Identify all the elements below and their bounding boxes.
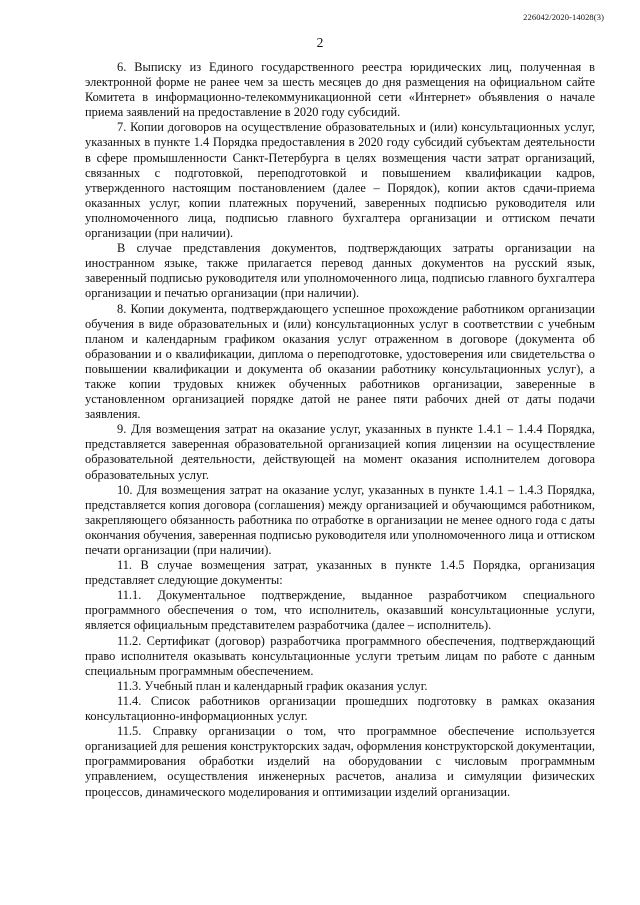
paragraph-11-2: 11.2. Сертификат (договор) разработчика программного обеспечения, подтверждающий право исполнителя оказывать консультационные услуги третьим лицам по работе с данным специальным программным обеспечением. <box>85 633 595 678</box>
paragraph-9: 9. Для возмещения затрат на оказание услуг, указанных в пункте 1.4.1 – 1.4.4 Порядка, представляется заверенная образовательной организацией копия лицензии на осуществление образовательной деятельности, действующей на момент оказания исполнителем договора образовательных услуг. <box>85 422 595 482</box>
paragraph-7-foreign-docs: В случае представления документов, подтверждающих затраты организации на иностранном языке, также прилагается перевод данных документов на русский язык, заверенный подписью руководителя или уполномоченного лица, подписью главного бухгалтера организации и печатью организации (при наличии). <box>85 241 595 301</box>
page-number: 2 <box>316 35 324 50</box>
paragraph-10: 10. Для возмещения затрат на оказание услуг, указанных в пункте 1.4.1 – 1.4.3 Порядка, представляется копия договора (соглашения) между организацией и обучающимся работником, закрепляющего обязанность работника по отработке в организации не менее одного года с даты окончания обучения, заверенная подписью руководителя или уполномоченного лица и оттиском печати организации (при наличии). <box>85 482 595 557</box>
paragraph-11: 11. В случае возмещения затрат, указанных в пункте 1.4.5 Порядка, организация представляет следующие документы: <box>85 558 595 588</box>
paragraph-8: 8. Копии документа, подтверждающего успешное прохождение работником организации обучения в виде образовательных и (или) консультационных услуг в соответствии с учебным планом и календарным графиком оказания услуг отраженном в договоре (документа об образовании и о квалификации, диплома о переподготовке, удостоверения или свидетельства о повышении квалификации и документа об оказании работнику консультационных услуг), а также копии трудовых книжек обученных работников организации, заверенные в установленном организацией порядке датой не ранее пяти рабочих дней от даты подачи заявления. <box>85 301 595 422</box>
paragraph-11-5: 11.5. Справку организации о том, что программное обеспечение используется организацией для решения конструкторских задач, оформления конструкторской документации, программирования обработки изделий на оборудовании с числовым программным управлением, осуществления инженерных расчетов, анализа и симуляции физических процессов, динамического моделирования и оптимизации изделий организации. <box>85 724 596 799</box>
document-id: 226042/2020-14028(3) <box>523 12 604 22</box>
paragraph-7: 7. Копии договоров на осуществление образовательных и (или) консультационных услуг, указанных в пункте 1.4 Порядка предоставления в 2020 году субсидий субъектам деятельности в сфере промышленности Санкт-Петербурга в целях возмещения части затрат организаций, связанных с подготовкой, переподготовкой и повышением квалификации кадров, утвержденного настоящим постановлением (далее – Порядок), копии актов сдачи-приема оказанных услуг, копии платежных поручений, заверенных подписью руководителя или уполномоченного лица, подписью главного бухгалтера организации и оттиском печати организации (при наличии). <box>85 120 595 241</box>
paragraph-6: 6. Выписку из Единого государственного реестра юридических лиц, полученная в электронной форме не ранее чем за шесть месяцев до дня размещения на официальном сайте Комитета в информационно-телекоммуникационной сети «Интернет» объявления о начале приема заявлений на предоставление в 2020 году субсидий. <box>85 60 595 120</box>
paragraph-11-4: 11.4. Список работников организации прошедших подготовку в рамках оказания консультационно-информационных услуг. <box>85 693 595 724</box>
document-body <box>85 60 595 800</box>
paragraph-11-3: 11.3. Учебный план и календарный график оказания услуг. <box>117 678 428 693</box>
paragraph-11-1: 11.1. Документальное подтверждение, выданное разработчиком специального программного обеспечения о том, что исполнитель, оказавший консультационные услуги, является официальным представителем разработчика (далее – исполнитель). <box>85 588 595 633</box>
